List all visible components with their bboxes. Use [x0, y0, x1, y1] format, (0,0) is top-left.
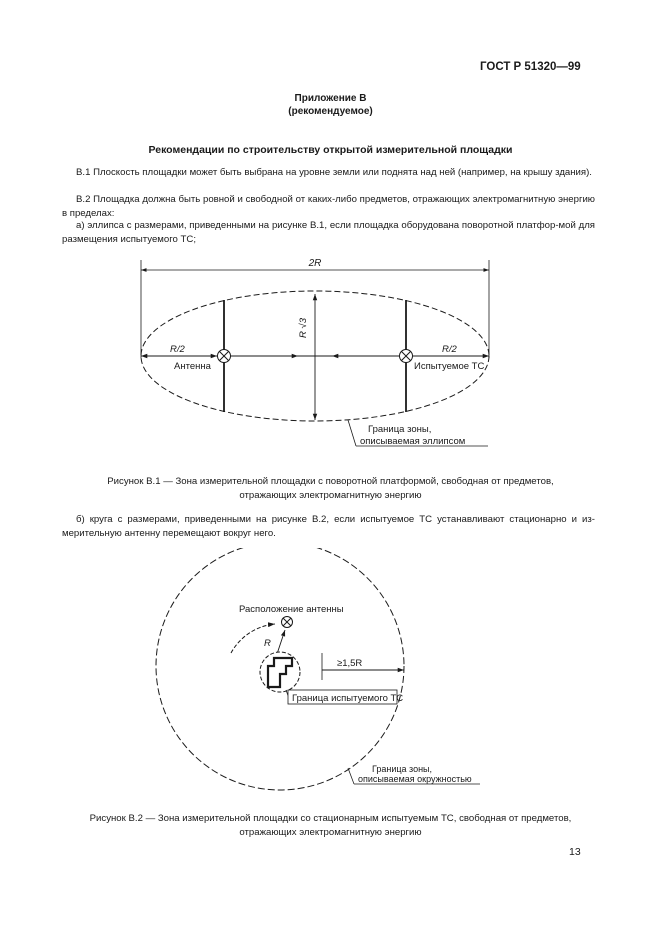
- label-antenna: Антенна: [174, 361, 211, 372]
- appendix-heading: [0, 92, 661, 118]
- figure-b2-circle-diagram: [140, 548, 520, 803]
- label-distance-1-5r: ≥1,5R: [337, 658, 363, 669]
- section-title: Рекомендации по строительству открытой измерительной площадки: [148, 144, 513, 156]
- figure-b2-caption: [0, 812, 661, 839]
- paragraph-b1: В.1 Плоскость площадки может быть выбрана на уровне земли или поднята над ней (например, на крышу здания).: [76, 167, 592, 178]
- label-eut: Испытуемое ТС: [414, 361, 485, 372]
- label-circle-boundary-line1: Граница зоны,: [372, 764, 433, 774]
- figure-b1-caption-line2: отражающих электромагнитную энергию: [239, 489, 422, 501]
- paragraph-b2: В.2 Площадка должна быть ровной и свободной от каких-либо предметов, отражающих электромагнитную энергию в пределах:: [62, 194, 595, 219]
- figure-b1-caption: [0, 475, 661, 502]
- circle-boundary-leader: [348, 768, 354, 784]
- label-antenna-position: Расположение антенны: [239, 604, 344, 615]
- eut-symbol-icon: [400, 350, 413, 363]
- antenna-position-icon: [282, 617, 293, 628]
- figure-b1-ellipse-diagram: [120, 250, 540, 465]
- figure-b2-caption-line1: Рисунок В.2 — Зона измерительной площадки со стационарным испытуемым ТС, свободная от предметов,: [89, 813, 572, 824]
- label-r-half-right: R/2: [442, 344, 457, 355]
- paragraph-b: б) круга с размерами, приведенными на рисунке В.2, если испытуемое ТС устанавливают стационарно и из-мерительную антенну перемещают вокруг него.: [62, 514, 595, 539]
- figure-b1-caption-line1: Рисунок В.1 — Зона измерительной площадки с поворотной платформой, свободная от предметов,: [107, 476, 554, 487]
- label-boundary-line2: описываемая эллипсом: [360, 436, 466, 447]
- label-circle-boundary-line2: описываемая окружностью: [358, 774, 472, 784]
- paragraph-a: а) эллипса с размерами, приведенными на рисунке В.1, если площадка оборудована поворотной платфор-мой для размещения испытуемого ТС;: [62, 220, 595, 245]
- figure-b2-caption-line2: отражающих электромагнитную энергию: [239, 826, 422, 838]
- boundary-leader-line: [348, 420, 356, 446]
- appendix-subtitle: (рекомендуемое): [288, 106, 373, 117]
- label-r: R: [264, 638, 271, 649]
- label-eut-boundary: Граница испытуемого ТС: [292, 693, 404, 704]
- antenna-symbol-icon: [218, 350, 231, 363]
- label-r-half-left: R/2: [170, 344, 185, 355]
- label-r-sqrt3: R √3: [298, 318, 309, 338]
- appendix-title: Приложение В: [294, 93, 367, 104]
- standard-number: ГОСТ Р 51320—99: [480, 61, 581, 73]
- page-number: 13: [569, 846, 581, 858]
- label-boundary-line1: Граница зоны,: [368, 424, 432, 435]
- label-2r: 2R: [308, 258, 322, 269]
